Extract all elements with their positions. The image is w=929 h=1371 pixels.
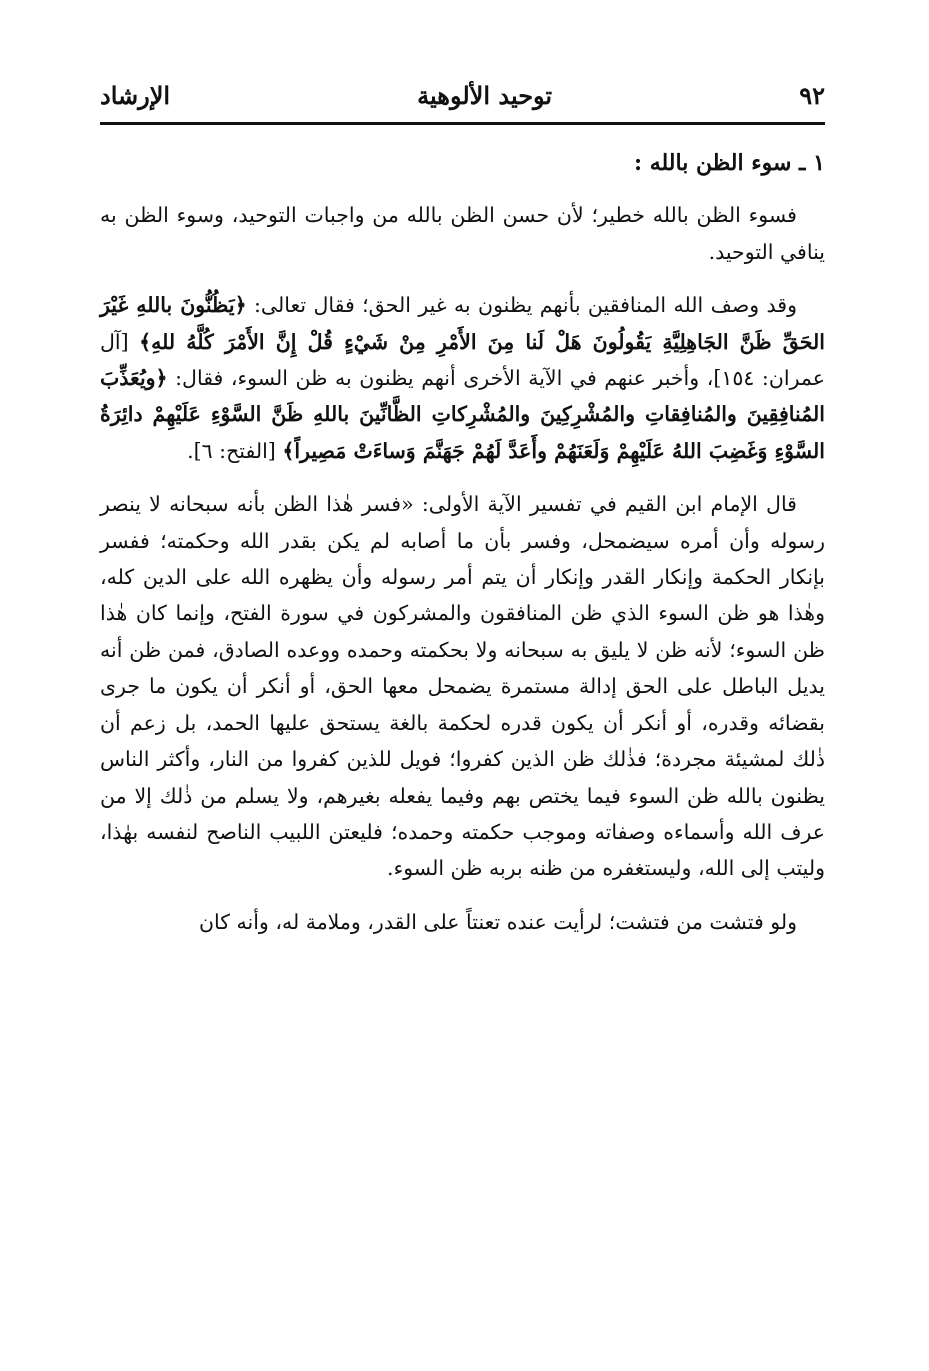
paragraph-4: ولو فتشت من فتشت؛ لرأيت عنده تعنتاً على القدر، وملامة له، وأنه كان (198, 909, 797, 934)
verse-reference-1: [آل عمران: ١٥٤]، وأخبر عنهم في الآية الأخرى أنهم يظنون به ظن السوء، فقال: (100, 329, 825, 391)
chapter-title: توحيد الألوهية (417, 80, 553, 110)
quran-verse-2: ﴿ويُعَذِّبَ المُنافِقِينَ والمُنافِقاتِ والمُشْرِكِينَ والمُشْرِكاتِ الظَّانِّينَ باللهِ ظَنَّ السَّوْءِ عَلَيْهِمْ دائِرَةُ السَّوْءِ وَغَضِبَ اللهُ عَلَيْهِمْ وَلَعَنَهُمْ وأَعَدَّ لَهُمْ جَهَنَّمَ وَساءَتْ مَصِيراً﴾ (100, 366, 825, 463)
verse-reference-2: [الفتح: ٦]. (187, 438, 276, 463)
header-divider (100, 122, 825, 125)
page-number: ٩٢ (799, 80, 825, 110)
page-header (100, 70, 825, 120)
paragraph-1: فسوء الظن بالله خطير؛ لأن حسن الظن بالله من واجبات التوحيد، وسوء الظن به ينافي التوحيد. (100, 203, 825, 264)
section-heading: ١ ـ سوء الظن بالله : (633, 150, 825, 176)
quran-verse-1: ﴿يَظُنُّونَ باللهِ غَيْرَ الحَقِّ ظَنَّ الجَاهِلِيَّةِ يَقُولُونَ هَلْ لَنا مِنَ الأَمْرِ مِنْ شَيْءٍ قُلْ إِنَّ الأَمْرَ كُلَّهُ للهِ﴾ (100, 293, 825, 354)
paragraph-2-intro: وقد وصف الله المنافقين بأنهم يظنون به غير الحق؛ فقال تعالى: (253, 293, 797, 318)
page-body (100, 145, 825, 957)
paragraph-2 (100, 287, 825, 469)
paragraph-3-quote: قال الإمام ابن القيم في تفسير الآية الأولى: «فسر هٰذا الظن بأنه سبحانه لا ينصر رسوله وأن أمره سيضمحل، وفسر بأن ما أصابه لم يكن بقدر الله وحكمته؛ ففسر بإنكار الحكمة وإنكار القدر وإنكار أن يتم أمر رسوله وأن يظهره الله على الدين كله، وهٰذا هو ظن السوء الذي ظن المنافقون والمشركون في سورة الفتح، وإنما كان هٰذا ظن السوء؛ لأنه ظن لا يليق به سبحانه ولا بحكمته وحمده ووعده الصادق، فمن ظن أنه يديل الباطل على الحق إدالة مستمرة يضمحل معها الحق، أو أنكر أن يكون ما جرى بقضائه وقدره، أو أنكر أن يكون قدره لحكمة بالغة يستحق عليها الحمد، بل زعم أن ذٰلك لمشيئة مجردة؛ فذٰلك ظن الذين كفروا؛ فويل للذين كفروا من النار، وأكثر الناس يظنون بالله ظن السوء فيما يختص بهم وفيما يفعله بغيرهم، ولا يسلم من ذٰلك إلا من عرف الله وأسماءه وصفاته وموجب حكمته وحمده؛ فليعتن اللبيب الناصح لنفسه بهٰذا، وليتب إلى الله، وليستغفره من ظنه بربه ظن السوء. (100, 492, 825, 881)
book-section-name: الإرشاد (100, 80, 171, 110)
